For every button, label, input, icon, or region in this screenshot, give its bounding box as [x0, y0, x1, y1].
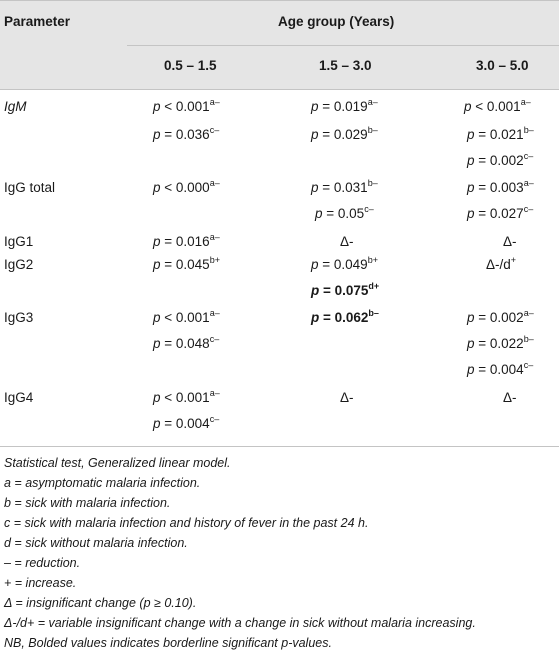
cell-value: $p < 0.001^{a-}$: [153, 388, 220, 405]
cell-value: $p < 0.001^{a-}$: [464, 97, 531, 114]
cell-value: $p = 0.029^{b-}$: [311, 125, 378, 142]
age-group-header: Age group (Years): [278, 14, 395, 29]
header-rule: [0, 89, 559, 90]
cell-value: $p = 0.003^{a-}$: [467, 178, 534, 195]
footnote: d = sick without malaria infection.: [4, 536, 188, 550]
cell-value: Δ-/d+: [486, 255, 517, 272]
cell-value: $p = 0.048^{c-}$: [153, 334, 220, 351]
footnote: Statistical test, Generalized linear model.: [4, 456, 231, 470]
cell-value: $p = 0.031^{b-}$: [311, 178, 378, 195]
col-header-3.0-5.0: 3.0 – 5.0: [476, 58, 529, 73]
cell-value: $p = 0.021^{b-}$: [467, 125, 534, 142]
cell-value: Δ-: [340, 390, 354, 405]
cell-value: $p < 0.000^{a-}$: [153, 178, 220, 195]
cell-value: $p = 0.004^{c-}$: [467, 360, 534, 377]
cell-value: $p = 0.002^{c-}$: [467, 151, 534, 168]
row-label-igg-total: IgG total: [4, 180, 56, 195]
cell-value: $p = 0.049^{b+}$: [311, 255, 378, 272]
cell-value: Δ-: [340, 234, 354, 249]
cell-value-bold: $p = 0.062^{b-}$: [311, 308, 379, 325]
cell-value: $p = 0.027^{c-}$: [467, 204, 534, 221]
footnote: Δ = insignificant change (p ≥ 0.10).: [4, 596, 197, 610]
footnote: + = increase.: [4, 576, 77, 590]
top-rule: [0, 0, 559, 1]
cell-value-bold: $p = 0.075^{d+}$: [311, 281, 380, 298]
cell-value: $p = 0.036^{c-}$: [153, 125, 220, 142]
cell-value: $p = 0.019^{a-}$: [311, 97, 378, 114]
group-rule: [127, 45, 559, 46]
row-label-igg4: IgG4: [4, 390, 34, 405]
cell-value: $p = 0.022^{b-}$: [467, 334, 534, 351]
cell-value: $p = 0.004^{c-}$: [153, 414, 220, 431]
row-label-igm: IgM: [4, 99, 27, 114]
footnote: Δ-/d+ = variable insignificant change with a change in sick without malaria increasing.: [4, 616, 476, 630]
cell-value: $p < 0.001^{a-}$: [153, 308, 220, 325]
cell-value: $p = 0.016^{a-}$: [153, 232, 220, 249]
cell-value: Δ-: [503, 234, 517, 249]
cell-value: $p = 0.05^{c-}$: [315, 204, 374, 221]
footnote: c = sick with malaria infection and history of fever in the past 24 h.: [4, 516, 369, 530]
col-header-0.5-1.5: 0.5 – 1.5: [164, 58, 217, 73]
cell-value: $p = 0.045^{b+}$: [153, 255, 220, 272]
parameter-header: Parameter: [4, 14, 71, 29]
cell-value: $p < 0.001^{a-}$: [153, 97, 220, 114]
cell-value: $p = 0.002^{a-}$: [467, 308, 534, 325]
footnote: b = sick with malaria infection.: [4, 496, 171, 510]
row-label-igg3: IgG3: [4, 310, 34, 325]
row-label-igg2: IgG2: [4, 257, 34, 272]
footnote: NB, Bolded values indicates borderline significant p-values.: [4, 636, 332, 650]
col-header-1.5-3.0: 1.5 – 3.0: [319, 58, 372, 73]
footnote: – = reduction.: [4, 556, 81, 570]
row-label-igg1: IgG1: [4, 234, 34, 249]
cell-value: Δ-: [503, 390, 517, 405]
bottom-rule: [0, 446, 559, 447]
footnote: a = asymptomatic malaria infection.: [4, 476, 201, 490]
